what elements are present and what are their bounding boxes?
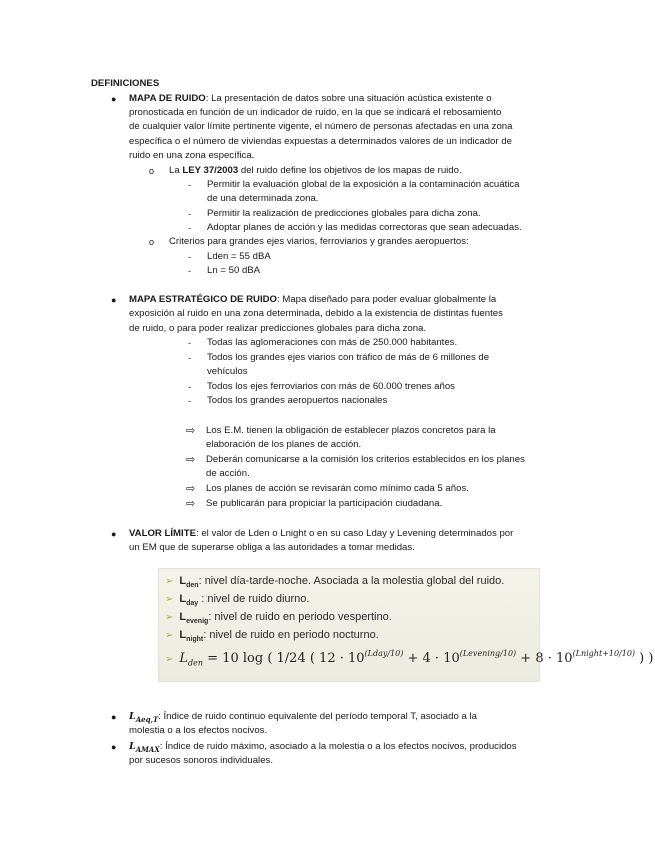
estrategico-item-3: Todos los ejes ferroviarios con más de 60.000 trenes años	[207, 381, 455, 392]
criterios-line: Criterios para grandes ejes viarios, ferroviarios y grandes aeropuertos:	[169, 236, 469, 247]
formula-part-3: + 8 · 10	[516, 651, 573, 666]
indicator-sub: den	[186, 582, 199, 590]
mapa-ruido-line-3: de cualquier valor límite pertinente vigente, el número de personas afectadas en una zona	[129, 121, 513, 132]
arrow-right-icon: ⇨	[186, 483, 196, 495]
dash-bullet-icon: -	[188, 209, 191, 219]
mapa-estrategico-title: MAPA ESTRATÉGICO DE RUIDO	[129, 294, 277, 305]
indicator-text: : nivel de ruido en periodo nocturno.	[203, 629, 379, 641]
ley-prefix: La	[169, 165, 183, 176]
mapa-estrategico-line-3: de ruido, o para poder realizar predicciones globales para dicha zona.	[129, 323, 427, 334]
mapa-ruido-line-4: específica o el número de viviendas expuestas a determinados valores de un indicador de	[129, 136, 512, 147]
laeq-symbol: L	[129, 711, 136, 722]
mapa-estrategico-line-1	[129, 293, 496, 307]
indicator-row-evening	[165, 611, 392, 625]
formula-lhs-sub: den	[188, 658, 204, 668]
arrow-item-1: Los E.M. tienen la obligación de establecer plazos concretos para la	[206, 425, 496, 436]
dash-bullet-icon: -	[188, 266, 191, 276]
formula-part-2: + 4 · 10	[403, 651, 460, 666]
arrow-item-2: Deberán comunicarse a la comisión los criterios establecidos en los planes	[206, 454, 525, 465]
circle-bullet-icon: o	[149, 166, 155, 176]
arrow-item-1-cont: elaboración de los planes de acción.	[206, 439, 362, 450]
bullet-icon: ●	[111, 295, 117, 305]
indicator-symbol: L	[179, 629, 187, 641]
indicator-text: : nivel de ruido diurno.	[198, 593, 310, 605]
lden-value: Lden = 55 dBA	[207, 251, 271, 262]
bullet-icon: ●	[111, 712, 117, 722]
bullet-icon: ●	[111, 529, 117, 539]
objetivo-1: Permitir la evaluación global de la exposición a la contaminación acuática	[207, 179, 520, 190]
formula-end: ) )	[635, 651, 654, 666]
bullet-icon: ●	[111, 94, 117, 104]
mapa-ruido-line-1	[129, 92, 492, 106]
lamax-line-2: por sucesos sonoros individuales.	[129, 755, 273, 766]
mapa-ruido-title: MAPA DE RUIDO	[129, 93, 206, 104]
green-arrow-icon: ➢	[165, 654, 174, 665]
dash-bullet-icon: -	[188, 396, 191, 406]
circle-bullet-icon: o	[149, 237, 155, 247]
mapa-ruido-line-2: pronosticada en función de un indicador de ruido, en la que se indicará el rebosamiento	[129, 107, 502, 118]
arrow-item-4: Se publicarán para propiciar la participación ciudadana.	[206, 498, 443, 509]
dash-bullet-icon: -	[188, 223, 191, 233]
laeq-sub: Aeq,T	[135, 714, 159, 724]
mapa-ruido-line-5: ruido en una zona específica.	[129, 150, 255, 161]
estrategico-item-1: Todas las aglomeraciones con más de 250.000 habitantes.	[207, 337, 458, 348]
mapa-estrategico-line-2: exposición al ruido en una zona determinada, debido a la existencia de distintas fuentes	[129, 308, 503, 319]
ln-value: Ln = 50 dBA	[207, 265, 261, 276]
green-arrow-icon: ➢	[165, 576, 174, 587]
estrategico-item-4: Todos los grandes aeropuertos nacionales	[207, 395, 388, 406]
dash-bullet-icon: -	[188, 252, 191, 262]
ley-line	[169, 164, 462, 178]
formula-exp-1: (Lday/10)	[364, 649, 404, 658]
objetivo-3: Adoptar planes de acción y las medidas correctoras que sean adecuadas.	[207, 222, 522, 233]
ley-rest: del ruido define los objetivos de los mapas de ruido.	[238, 165, 462, 176]
mapa-ruido-text: : La presentación de datos sobre una situación acústica existente o	[205, 93, 492, 104]
arrow-right-icon: ⇨	[186, 454, 196, 466]
indicator-sub: day	[186, 600, 199, 608]
valor-limite-text: : el valor de Lden o Lnight o en su caso Lday y Levening determinados por	[195, 528, 514, 539]
dash-bullet-icon: -	[188, 338, 191, 348]
lamax-symbol: L	[129, 741, 136, 752]
formula-exp-2: (Levening/10)	[459, 649, 517, 658]
indicator-symbol: L	[179, 593, 187, 605]
lden-formula	[165, 651, 653, 681]
formula-exp-3: (Lnight+10/10)	[572, 649, 636, 658]
green-arrow-icon: ➢	[165, 630, 174, 641]
indicator-sub: night	[186, 636, 204, 644]
formula-part-1: = 10 log ( 1/24 ( 12 · 10	[203, 651, 365, 666]
laeq-text: : Índice de ruido continuo equivalente del período temporal T, asociado a la	[158, 711, 477, 722]
valor-limite-line-1	[129, 527, 513, 541]
dash-bullet-icon: -	[188, 353, 191, 363]
indicator-row-day	[165, 593, 309, 607]
dash-bullet-icon: -	[188, 180, 191, 190]
formula-lhs: L	[179, 651, 189, 666]
indicator-text: : nivel de ruido en periodo vespertino.	[208, 611, 392, 623]
valor-limite-line-2: un EM que de superarse obliga a las autoridades a tomar medidas.	[129, 542, 415, 553]
lamax-text: : Índice de ruido máximo, asociado a la molestia o a los efectos nocivos, producidos	[159, 741, 517, 752]
dash-bullet-icon: -	[188, 382, 191, 392]
objetivo-1-cont: de una determinada zona.	[207, 193, 319, 204]
objetivo-2: Permitir la realización de predicciones globales para dicha zona.	[207, 208, 481, 219]
arrow-item-3: Los planes de acción se revisarán como mínimo cada 5 años.	[206, 483, 469, 494]
indicator-row-night	[165, 629, 379, 643]
arrow-right-icon: ⇨	[186, 498, 196, 510]
estrategico-item-2: Todos los grandes ejes viarios con tráfico de más de 6 millones de	[207, 352, 490, 363]
valor-limite-title: VALOR LÍMITE	[129, 528, 196, 539]
arrow-item-2-cont: de acción.	[206, 468, 250, 479]
laeq-line-2: molestia o a los efectos nocivos.	[129, 725, 268, 736]
arrow-right-icon: ⇨	[186, 425, 196, 437]
indicator-row-den	[165, 575, 504, 589]
bullet-icon: ●	[111, 742, 117, 752]
green-arrow-icon: ➢	[165, 612, 174, 623]
indicator-symbol: L	[179, 611, 187, 623]
ley-bold: LEY 37/2003	[182, 165, 239, 176]
indicator-symbol: L	[179, 575, 187, 587]
section-heading: DEFINICIONES	[91, 78, 160, 89]
indicator-text: : nivel día-tarde-noche. Asociada a la molestia global del ruido.	[198, 575, 505, 587]
estrategico-item-2-cont: vehículos	[207, 366, 248, 377]
green-arrow-icon: ➢	[165, 594, 174, 605]
indicator-sub: evenig	[186, 618, 209, 626]
mapa-estrategico-text: : Mapa diseñado para poder evaluar globalmente la	[277, 294, 497, 305]
lamax-sub: AMAX	[135, 744, 160, 754]
